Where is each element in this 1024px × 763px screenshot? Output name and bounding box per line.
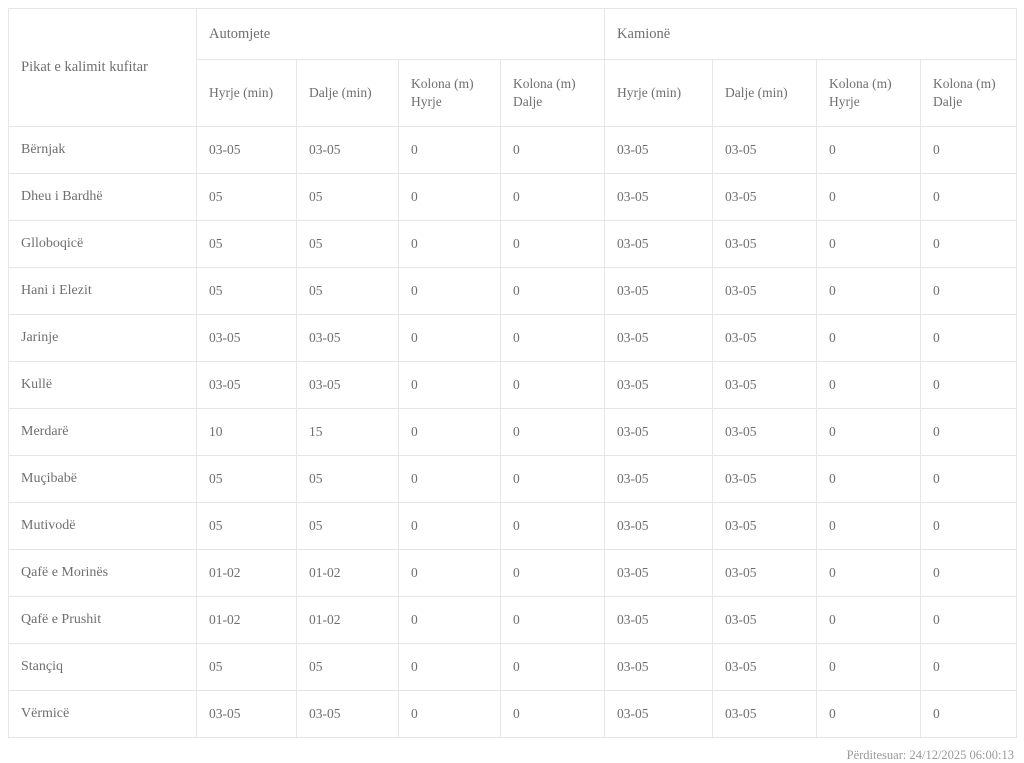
cell-auto-dalje: 05	[297, 503, 399, 550]
col-header-kam-hyrje-min: Hyrje (min)	[605, 60, 713, 127]
cell-auto-kolona-dalje: 0	[501, 691, 605, 738]
cell-kam-kolona-hyrje: 0	[817, 456, 921, 503]
cell-auto-kolona-dalje: 0	[501, 127, 605, 174]
cell-kam-kolona-dalje: 0	[921, 362, 1017, 409]
cell-auto-hyrje: 05	[197, 456, 297, 503]
border-crossing-table	[8, 8, 1017, 738]
cell-auto-hyrje: 01-02	[197, 597, 297, 644]
cell-auto-kolona-hyrje: 0	[399, 174, 501, 221]
cell-auto-kolona-hyrje: 0	[399, 221, 501, 268]
cell-auto-kolona-dalje: 0	[501, 456, 605, 503]
crossing-name: Qafë e Prushit	[9, 597, 197, 644]
cell-auto-hyrje: 05	[197, 503, 297, 550]
col-header-auto-dalje-min: Dalje (min)	[297, 60, 399, 127]
cell-auto-dalje: 03-05	[297, 362, 399, 409]
crossing-name: Qafë e Morinës	[9, 550, 197, 597]
table-row	[9, 597, 1017, 644]
group-header-kamione: Kamionë	[605, 9, 1017, 60]
cell-kam-hyrje: 03-05	[605, 362, 713, 409]
cell-auto-dalje: 01-02	[297, 550, 399, 597]
cell-kam-kolona-hyrje: 0	[817, 268, 921, 315]
cell-auto-kolona-hyrje: 0	[399, 550, 501, 597]
cell-kam-kolona-dalje: 0	[921, 409, 1017, 456]
cell-kam-kolona-dalje: 0	[921, 221, 1017, 268]
cell-auto-kolona-dalje: 0	[501, 644, 605, 691]
cell-kam-hyrje: 03-05	[605, 268, 713, 315]
cell-auto-kolona-dalje: 0	[501, 362, 605, 409]
cell-kam-kolona-dalje: 0	[921, 174, 1017, 221]
cell-auto-dalje: 05	[297, 268, 399, 315]
cell-auto-hyrje: 10	[197, 409, 297, 456]
cell-auto-dalje: 01-02	[297, 597, 399, 644]
cell-kam-kolona-dalje: 0	[921, 597, 1017, 644]
cell-kam-dalje: 03-05	[713, 268, 817, 315]
table-body	[9, 127, 1017, 738]
crossing-name: Jarinje	[9, 315, 197, 362]
table-row	[9, 268, 1017, 315]
cell-auto-dalje: 15	[297, 409, 399, 456]
cell-kam-kolona-hyrje: 0	[817, 409, 921, 456]
cell-kam-hyrje: 03-05	[605, 315, 713, 362]
table-row	[9, 456, 1017, 503]
crossing-name: Mutivodë	[9, 503, 197, 550]
cell-auto-kolona-dalje: 0	[501, 503, 605, 550]
cell-auto-kolona-hyrje: 0	[399, 691, 501, 738]
cell-auto-hyrje: 03-05	[197, 362, 297, 409]
group-header-row	[9, 9, 1017, 60]
cell-auto-hyrje: 05	[197, 221, 297, 268]
cell-auto-kolona-dalje: 0	[501, 221, 605, 268]
crossing-name: Glloboqicë	[9, 221, 197, 268]
col-header-kam-dalje-min: Dalje (min)	[713, 60, 817, 127]
cell-kam-dalje: 03-05	[713, 550, 817, 597]
cell-kam-dalje: 03-05	[713, 597, 817, 644]
table-row	[9, 691, 1017, 738]
crossing-name: Merdarë	[9, 409, 197, 456]
cell-kam-kolona-hyrje: 0	[817, 174, 921, 221]
cell-auto-hyrje: 05	[197, 174, 297, 221]
cell-kam-kolona-dalje: 0	[921, 268, 1017, 315]
cell-kam-dalje: 03-05	[713, 644, 817, 691]
crossing-name: Vërmicë	[9, 691, 197, 738]
table-row	[9, 550, 1017, 597]
table-row	[9, 174, 1017, 221]
table-row	[9, 503, 1017, 550]
cell-kam-kolona-dalje: 0	[921, 691, 1017, 738]
col-header-kam-kolona-dalje: Kolona (m) Dalje	[921, 60, 1017, 127]
cell-kam-dalje: 03-05	[713, 362, 817, 409]
crossing-name: Stançiq	[9, 644, 197, 691]
cell-kam-kolona-dalje: 0	[921, 550, 1017, 597]
cell-kam-hyrje: 03-05	[605, 127, 713, 174]
cell-kam-kolona-dalje: 0	[921, 127, 1017, 174]
cell-kam-dalje: 03-05	[713, 503, 817, 550]
cell-auto-hyrje: 03-05	[197, 691, 297, 738]
crossing-name: Hani i Elezit	[9, 268, 197, 315]
cell-kam-hyrje: 03-05	[605, 691, 713, 738]
col-header-auto-hyrje-min: Hyrje (min)	[197, 60, 297, 127]
table-row	[9, 315, 1017, 362]
table-head	[9, 9, 1017, 127]
crossing-name: Bërnjak	[9, 127, 197, 174]
cell-auto-kolona-hyrje: 0	[399, 362, 501, 409]
cell-kam-hyrje: 03-05	[605, 503, 713, 550]
cell-kam-kolona-hyrje: 0	[817, 221, 921, 268]
cell-kam-dalje: 03-05	[713, 315, 817, 362]
cell-auto-hyrje: 03-05	[197, 315, 297, 362]
col-header-auto-kolona-dalje: Kolona (m) Dalje	[501, 60, 605, 127]
cell-kam-kolona-hyrje: 0	[817, 315, 921, 362]
crossing-name: Muçibabë	[9, 456, 197, 503]
cell-kam-dalje: 03-05	[713, 691, 817, 738]
cell-auto-hyrje: 05	[197, 644, 297, 691]
cell-auto-kolona-dalje: 0	[501, 268, 605, 315]
crossing-name: Dheu i Bardhë	[9, 174, 197, 221]
cell-auto-kolona-dalje: 0	[501, 597, 605, 644]
col-header-auto-kolona-hyrje: Kolona (m) Hyrje	[399, 60, 501, 127]
cell-kam-kolona-hyrje: 0	[817, 597, 921, 644]
col-header-kam-kolona-hyrje: Kolona (m) Hyrje	[817, 60, 921, 127]
table-row	[9, 644, 1017, 691]
table-row	[9, 127, 1017, 174]
cell-kam-kolona-dalje: 0	[921, 503, 1017, 550]
cell-kam-kolona-hyrje: 0	[817, 691, 921, 738]
cell-auto-hyrje: 01-02	[197, 550, 297, 597]
cell-auto-kolona-dalje: 0	[501, 174, 605, 221]
cell-auto-dalje: 05	[297, 221, 399, 268]
cell-auto-dalje: 05	[297, 174, 399, 221]
cell-auto-hyrje: 05	[197, 268, 297, 315]
cell-kam-hyrje: 03-05	[605, 456, 713, 503]
cell-kam-kolona-hyrje: 0	[817, 127, 921, 174]
cell-auto-kolona-hyrje: 0	[399, 409, 501, 456]
cell-kam-dalje: 03-05	[713, 127, 817, 174]
cell-auto-kolona-hyrje: 0	[399, 456, 501, 503]
cell-kam-kolona-hyrje: 0	[817, 550, 921, 597]
cell-auto-kolona-dalje: 0	[501, 315, 605, 362]
cell-auto-kolona-hyrje: 0	[399, 315, 501, 362]
cell-kam-dalje: 03-05	[713, 409, 817, 456]
cell-kam-kolona-dalje: 0	[921, 644, 1017, 691]
cell-auto-kolona-dalje: 0	[501, 409, 605, 456]
cell-auto-dalje: 03-05	[297, 315, 399, 362]
cell-kam-hyrje: 03-05	[605, 221, 713, 268]
table-row	[9, 221, 1017, 268]
cell-auto-kolona-hyrje: 0	[399, 503, 501, 550]
cell-kam-dalje: 03-05	[713, 456, 817, 503]
cell-kam-hyrje: 03-05	[605, 597, 713, 644]
cell-auto-kolona-hyrje: 0	[399, 268, 501, 315]
last-updated-text: Përditesuar: 24/12/2025 06:00:13	[846, 748, 1014, 762]
cell-kam-dalje: 03-05	[713, 221, 817, 268]
table-row	[9, 409, 1017, 456]
cell-kam-kolona-dalje: 0	[921, 456, 1017, 503]
cell-kam-dalje: 03-05	[713, 174, 817, 221]
table-row	[9, 362, 1017, 409]
cell-auto-kolona-dalje: 0	[501, 550, 605, 597]
cell-auto-kolona-hyrje: 0	[399, 127, 501, 174]
cell-kam-hyrje: 03-05	[605, 174, 713, 221]
cell-kam-hyrje: 03-05	[605, 409, 713, 456]
cell-kam-kolona-hyrje: 0	[817, 503, 921, 550]
cell-auto-dalje: 05	[297, 644, 399, 691]
cell-auto-dalje: 05	[297, 456, 399, 503]
group-header-automjete: Automjete	[197, 9, 605, 60]
cell-kam-kolona-hyrje: 0	[817, 362, 921, 409]
crossing-name: Kullë	[9, 362, 197, 409]
cell-kam-kolona-hyrje: 0	[817, 644, 921, 691]
cell-auto-hyrje: 03-05	[197, 127, 297, 174]
row-header-label: Pikat e kalimit kufitar	[9, 9, 197, 127]
cell-auto-dalje: 03-05	[297, 127, 399, 174]
cell-kam-hyrje: 03-05	[605, 644, 713, 691]
cell-auto-kolona-hyrje: 0	[399, 597, 501, 644]
cell-kam-kolona-dalje: 0	[921, 315, 1017, 362]
cell-auto-kolona-hyrje: 0	[399, 644, 501, 691]
cell-auto-dalje: 03-05	[297, 691, 399, 738]
cell-kam-hyrje: 03-05	[605, 550, 713, 597]
